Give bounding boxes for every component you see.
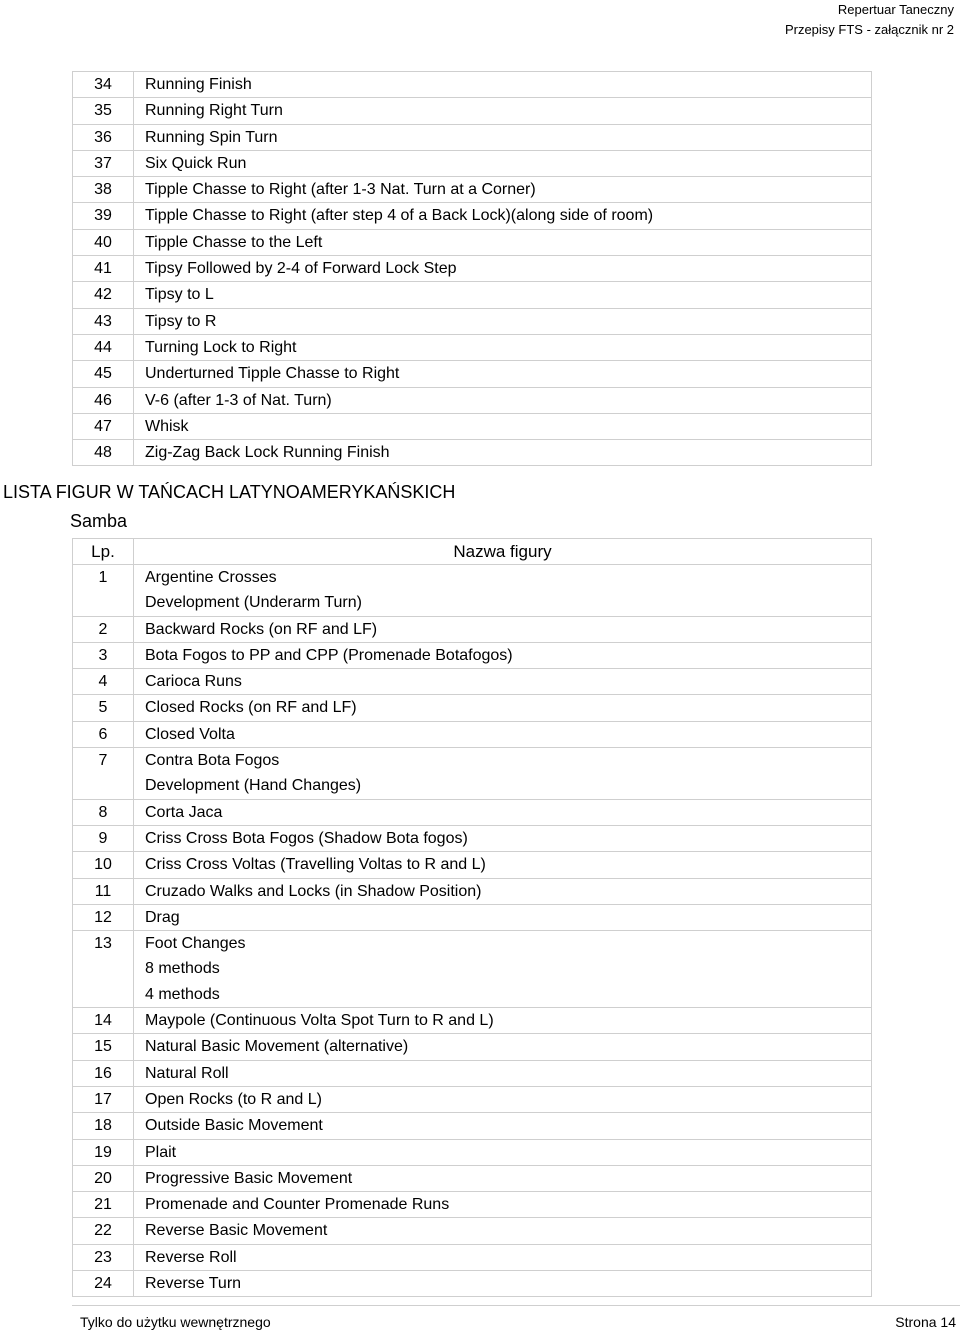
figure-name [134,721,872,747]
figure-name [134,642,872,668]
row-number-text: 9 [98,829,108,847]
figure-name-line: Drag [145,908,180,926]
row-number [73,98,134,124]
figure-name [134,1218,872,1244]
figure-name [134,203,872,229]
row-number-text: 14 [94,1012,112,1030]
figure-name-line: Turning Lock to Right [145,338,297,356]
row-number-text: 6 [98,725,108,743]
figure-name-line: Tipple Chasse to Right (after 1-3 Nat. Turn at a Corner) [145,181,536,199]
figure-name-line: 4 methods [145,985,220,1003]
table-row [73,748,872,800]
row-number-text: 35 [94,102,112,120]
figure-name-line: Underturned Tipple Chasse to Right [145,365,400,383]
table-row [73,413,872,439]
table-row [73,852,872,878]
figure-name [134,72,872,98]
figure-name-line: Development (Underarm Turn) [145,594,362,612]
figure-name [134,852,872,878]
row-number-text: 3 [98,646,108,664]
row-number-text: 18 [94,1117,112,1135]
row-number [73,852,134,878]
figure-name-line: Corta Jaca [145,803,223,821]
figure-name-line: Promenade and Counter Promenade Runs [145,1196,450,1214]
row-number [73,721,134,747]
row-number-text: 4 [98,673,108,691]
row-number [73,878,134,904]
column-header-name: Nazwa figury [134,539,872,565]
row-number [73,1218,134,1244]
figure-name [134,799,872,825]
table-row [73,721,872,747]
figure-name-line: Backward Rocks (on RF and LF) [145,620,378,638]
row-number-text: 2 [98,620,108,638]
header-title: Repertuar Taneczny [837,2,954,17]
table-row [73,642,872,668]
row-number [73,669,134,695]
figure-name-line: Reverse Turn [145,1275,242,1293]
figure-name [134,904,872,930]
row-number [73,1060,134,1086]
figure-name-line: Contra Bota Fogos [145,752,280,770]
figure-name [134,1165,872,1191]
figure-name [134,334,872,360]
table-row [73,1008,872,1034]
figure-name-line: Running Spin Turn [145,128,278,146]
figure-name [134,229,872,255]
row-number-text: 40 [94,233,112,251]
figure-name-line: Whisk [145,417,189,435]
row-number [73,177,134,203]
table-row [73,1192,872,1218]
table-row [73,440,872,466]
row-number [73,931,134,1008]
table-row [73,695,872,721]
row-number [73,825,134,851]
figure-name [134,1034,872,1060]
row-number-text: 11 [94,882,112,900]
row-number [73,748,134,800]
figure-name-line: Outside Basic Movement [145,1117,323,1135]
row-number-text: 16 [94,1064,112,1082]
row-number [73,150,134,176]
row-number [73,565,134,617]
table-row [73,669,872,695]
figure-name-line: Development (Hand Changes) [145,777,362,795]
figure-name-line: Six Quick Run [145,154,247,172]
row-number [73,229,134,255]
table-row [73,1034,872,1060]
section-title: LISTA FIGUR W TAŃCACH LATYNOAMERYKAŃSKICH [3,482,456,502]
figure-name-line: Progressive Basic Movement [145,1169,353,1187]
figure-name-line: Criss Cross Voltas (Travelling Voltas to R and L) [145,856,486,874]
row-number [73,1086,134,1112]
table-header-row [73,539,872,565]
row-number-text: 24 [94,1275,112,1293]
row-number-text: 36 [94,128,112,146]
figure-name-line: Tipsy to L [145,286,214,304]
table-row [73,1113,872,1139]
figure-name-line: Tipple Chasse to Right (after step 4 of a Back Lock)(along side of room) [145,207,654,225]
row-number [73,1139,134,1165]
table-row [73,565,872,617]
row-number [73,695,134,721]
figure-name [134,695,872,721]
row-number [73,904,134,930]
figure-name [134,1244,872,1270]
row-number-text: 45 [94,365,112,383]
figure-name-line: Carioca Runs [145,673,242,691]
table-row [73,256,872,282]
row-number-text: 15 [94,1038,112,1056]
table-row [73,825,872,851]
figure-name [134,387,872,413]
figure-name [134,124,872,150]
table-row [73,799,872,825]
table-row [73,1271,872,1297]
figure-name-line: 8 methods [145,960,220,978]
row-number-text: 46 [94,391,112,409]
figure-name-line: Open Rocks (to R and L) [145,1090,322,1108]
header-subtitle: Przepisy FTS - załącznik nr 2 [784,22,954,37]
table-row [73,361,872,387]
figure-name [134,1271,872,1297]
row-number [73,1034,134,1060]
figure-name [134,616,872,642]
row-number [73,124,134,150]
table-row [73,98,872,124]
figure-name-line: Tipple Chasse to the Left [145,233,323,251]
row-number-text: 20 [94,1169,112,1187]
figure-name [134,150,872,176]
figure-name-line: Foot Changes [145,935,246,953]
row-number [73,387,134,413]
row-number-text: 22 [94,1222,112,1240]
figure-name [134,1192,872,1218]
row-number-text: 19 [94,1143,112,1161]
table-row [73,1165,872,1191]
table-row [73,150,872,176]
figure-name-line: Tipsy to R [145,312,217,330]
row-number [73,1008,134,1034]
figure-name-line: Closed Rocks (on RF and LF) [145,699,357,717]
figure-name [134,177,872,203]
table-row [73,1244,872,1270]
row-number [73,308,134,334]
table-row [73,1139,872,1165]
figure-name [134,1060,872,1086]
row-number-text: 23 [94,1248,112,1266]
table-row [73,308,872,334]
table-row [73,1060,872,1086]
figure-name-line: Criss Cross Bota Fogos (Shadow Bota fogos) [145,829,468,847]
row-number-text: 13 [94,935,112,953]
row-number-text: 42 [94,286,112,304]
figure-name [134,1086,872,1112]
row-number [73,1271,134,1297]
row-number [73,256,134,282]
row-number-text: 17 [94,1090,112,1108]
figure-name-line: Plait [145,1143,177,1161]
footer-note: Tylko do użytku wewnętrznego [80,1314,271,1330]
row-number-text: 1 [98,569,108,586]
table-row [73,931,872,1008]
row-number [73,642,134,668]
row-number-text: 5 [98,699,108,717]
figure-name-line: Natural Roll [145,1064,229,1082]
samba-figures-table [72,538,872,1297]
figure-name [134,565,872,617]
row-number-text: 44 [94,338,112,356]
table-row [73,229,872,255]
table-row [73,878,872,904]
figures-table-body [73,72,872,466]
figure-name-line: Zig-Zag Back Lock Running Finish [145,444,390,462]
figure-name [134,282,872,308]
page-number: Strona 14 [895,1314,956,1330]
figure-name [134,748,872,800]
row-number-text: 8 [98,803,108,821]
table-row [73,387,872,413]
row-number-text: 12 [94,908,112,926]
row-number-text: 10 [94,856,112,874]
figure-name-line: Running Right Turn [145,102,283,120]
figure-name-line: Cruzado Walks and Locks (in Shadow Position) [145,882,482,900]
row-number-text: 7 [98,752,108,770]
figure-name [134,1139,872,1165]
row-number [73,334,134,360]
figure-name [134,1113,872,1139]
table-row [73,334,872,360]
row-number-text: 43 [94,312,112,330]
figure-name [134,413,872,439]
table-row [73,72,872,98]
figure-name-line: Reverse Roll [145,1248,237,1266]
row-number [73,1192,134,1218]
table-row [73,904,872,930]
table-row [73,1086,872,1112]
figure-name-line: V-6 (after 1-3 of Nat. Turn) [145,391,332,409]
table-row [73,203,872,229]
figure-name-line: Argentine Crosses [145,569,277,586]
figure-name [134,308,872,334]
column-header-number: Lp. [73,539,134,565]
row-number [73,413,134,439]
table-row [73,1218,872,1244]
figure-name-line: Maypole (Continuous Volta Spot Turn to R and L) [145,1012,494,1030]
figure-name-line: Closed Volta [145,725,235,743]
figure-name-line: Bota Fogos to PP and CPP (Promenade Botafogos) [145,646,513,664]
figure-name [134,669,872,695]
row-number-text: 34 [94,76,112,93]
row-number-text: 41 [94,260,112,278]
row-number [73,1165,134,1191]
table-row [73,124,872,150]
figure-name [134,878,872,904]
row-number [73,1113,134,1139]
row-number-text: 21 [94,1196,112,1214]
row-number-text: 39 [94,207,112,225]
footer-divider [72,1305,960,1306]
samba-table-body [73,565,872,1297]
row-number [73,203,134,229]
table-row [73,177,872,203]
table-row [73,282,872,308]
page-header [554,0,954,40]
row-number [73,616,134,642]
figure-name-line: Tipsy Followed by 2-4 of Forward Lock Step [145,260,457,278]
figure-name [134,440,872,466]
figure-name [134,256,872,282]
figure-name [134,98,872,124]
figure-name [134,361,872,387]
figure-name [134,825,872,851]
figure-name [134,1008,872,1034]
row-number-text: 47 [94,417,112,435]
row-number [73,361,134,387]
row-number [73,440,134,466]
row-number [73,799,134,825]
figure-name-line: Natural Basic Movement (alternative) [145,1038,409,1056]
row-number-text: 38 [94,181,112,199]
row-number-text: 37 [94,154,112,172]
figures-table-continued [72,71,872,466]
row-number [73,72,134,98]
figure-name [134,931,872,1008]
row-number [73,282,134,308]
dance-name: Samba [70,511,128,531]
table-row [73,616,872,642]
row-number [73,1244,134,1270]
figure-name-line: Running Finish [145,76,252,93]
row-number-text: 48 [94,444,112,462]
figure-name-line: Reverse Basic Movement [145,1222,328,1240]
